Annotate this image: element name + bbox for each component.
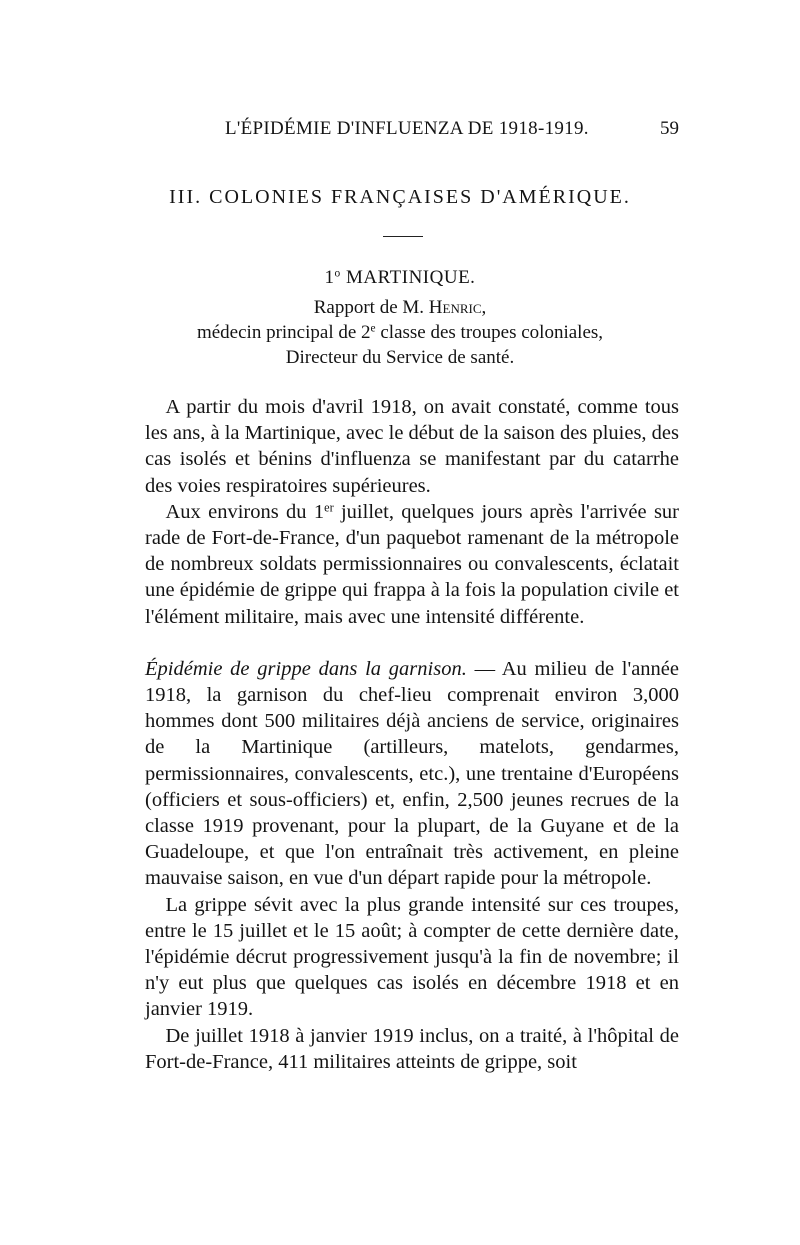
- report-line-1: [0, 295, 800, 320]
- paragraph-4: La grippe sévit avec la plus grande intensité sur ces troupes, entre le 15 juillet et le 15 août; à compter de cette dernière date, l'épidémie décrut progressivement jusqu'à la fin de novembre; il n'y eut plus que quelques cas isolés en décembre 1918 et en janvier 1919.: [145, 893, 679, 1021]
- report-rank-a: médecin principal de 2: [196, 322, 371, 343]
- report-byline: [0, 295, 800, 370]
- divider: [383, 236, 423, 237]
- running-title: L'ÉPIDÉMIE D'INFLUENZA DE 1918-1919.: [225, 118, 589, 139]
- report-line-2: [0, 320, 800, 345]
- paragraph-5: De juillet 1918 à janvier 1919 inclus, on a traité, à l'hôpital de Fort-de-France, 411 militaires atteints de grippe, soit: [145, 1024, 679, 1073]
- report-rank-b: classe des troupes coloniales,: [375, 322, 604, 343]
- paragraph-1: A partir du mois d'avril 1918, on avait constaté, comme tous les ans, à la Martinique, avec le début de la saison des pluies, des cas isolés et bénins d'influenza se manifestant par du catarrhe des voies respiratoires supérieures.: [145, 396, 679, 497]
- body-text: [145, 394, 679, 1075]
- subsection-name: MARTINIQUE.: [346, 267, 476, 288]
- paragraph-2-rest: juillet, quelques jours après l'arrivée sur rade de Fort-de-France, d'un paquebot ramenant de la métropole de nombreux soldats permissionnaires ou convalescents, éclatait une épidémie de grippe qui frappa à la fois la population civile et l'élément militaire, mais avec une intensité différente.: [145, 500, 679, 628]
- page-number: 59: [660, 118, 679, 139]
- paragraph-2: [145, 499, 679, 630]
- report-author: Henric: [428, 297, 482, 318]
- subsection-title: [0, 267, 800, 289]
- paragraph-3-heading: Épidémie de grippe dans la garnison.: [145, 657, 467, 680]
- paragraph-2-start: Aux environs du 1: [165, 500, 325, 523]
- report-prefix: Rapport de M.: [313, 297, 429, 318]
- report-rank-sup: e: [370, 322, 376, 335]
- report-line-3: Directeur du Service de santé.: [285, 347, 515, 368]
- paragraph-3: [145, 656, 679, 892]
- subsection-number-sup: o: [334, 267, 341, 280]
- subsection-number: 1: [324, 267, 335, 288]
- paragraph-2-sup: er: [324, 500, 334, 515]
- report-suffix: ,: [481, 297, 487, 318]
- section-title: III. COLONIES FRANÇAISES D'AMÉRIQUE.: [169, 186, 631, 208]
- paragraph-3-body: — Au milieu de l'année 1918, la garnison du chef-lieu comprenait environ 3,000 hommes dont 500 militaires déjà anciens de service, originaires de la Martinique (artilleurs, matelots, gendarmes, permissionnaires, convalescents, etc.), une trentaine d'Européens (officiers et sous-officiers) et, enfin, 2,500 jeunes recrues de la classe 1919 provenant, pour la plupart, de la Guyane et de la Guadeloupe, et que l'on entraînait très activement, en pleine mauvaise saison, en vue d'un départ rapide pour la métropole.: [145, 657, 679, 890]
